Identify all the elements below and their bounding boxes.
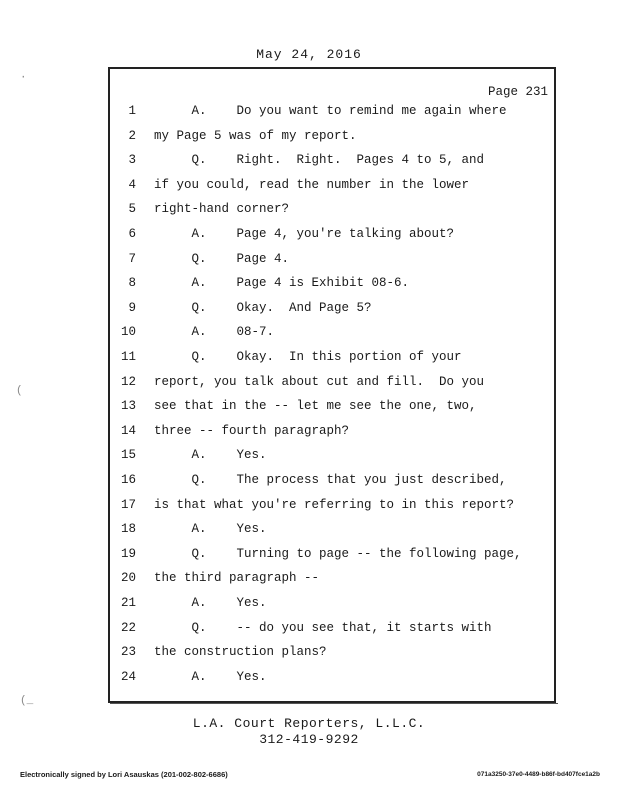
line-number: 15 <box>120 448 136 463</box>
transcript-line <box>108 375 556 393</box>
transcript-line <box>108 621 556 639</box>
scan-mark: · <box>20 72 27 84</box>
line-number: 13 <box>120 399 136 414</box>
line-text: A. Do you want to remind me again where <box>154 104 507 118</box>
transcript-line <box>108 227 556 245</box>
transcript-line <box>108 522 556 540</box>
electronic-signature: Electronically signed by Lori Asauskas (201-002-802-6686) <box>20 770 228 779</box>
line-text: Q. Okay. And Page 5? <box>154 300 372 315</box>
line-number: 21 <box>120 596 136 610</box>
transcript-line <box>108 424 556 442</box>
transcript-line <box>108 448 556 466</box>
line-text: is that what you're referring to in this report? <box>154 497 515 512</box>
line-number: 12 <box>120 374 136 389</box>
transcript-line <box>108 202 556 220</box>
line-text: the third paragraph -- <box>154 571 320 586</box>
line-number: 24 <box>120 669 136 684</box>
transcript-line <box>108 571 556 589</box>
transcript-line <box>108 547 556 565</box>
transcript-line <box>108 645 556 663</box>
line-number: 1 <box>128 104 136 118</box>
reporter-company: L.A. Court Reporters, L.L.C. <box>192 716 426 731</box>
line-text: the construction plans? <box>154 645 327 660</box>
transcript-line <box>108 399 556 417</box>
line-number: 9 <box>128 300 136 315</box>
line-number: 3 <box>128 153 136 168</box>
line-number: 8 <box>128 276 136 291</box>
line-number: 19 <box>120 546 136 561</box>
transcript-line <box>108 129 556 147</box>
line-number: 6 <box>128 227 136 241</box>
line-text: Q. -- do you see that, it starts with <box>154 620 492 635</box>
transcript-line <box>108 178 556 196</box>
transcript-line <box>108 325 556 343</box>
transcript-line <box>108 276 556 294</box>
transcript-line <box>108 350 556 368</box>
line-text: report, you talk about cut and fill. Do you <box>154 374 485 389</box>
line-number: 16 <box>120 473 136 487</box>
line-number: 22 <box>120 620 136 635</box>
footer <box>0 716 618 748</box>
line-text: Q. Right. Right. Pages 4 to 5, and <box>154 153 485 168</box>
line-text: A. Yes. <box>154 669 267 684</box>
line-number: 20 <box>120 571 136 586</box>
transcript-date: May 24, 2016 <box>256 47 362 62</box>
transcript-line <box>108 301 556 319</box>
transcript-line <box>108 153 556 171</box>
line-text: if you could, read the number in the lower <box>154 177 470 192</box>
scan-mark: ( <box>16 385 23 397</box>
line-text: A. Page 4, you're talking about? <box>154 227 455 241</box>
line-number: 7 <box>128 251 136 266</box>
line-number: 5 <box>128 202 136 217</box>
line-text: see that in the -- let me see the one, two, <box>154 399 477 414</box>
line-text: right-hand corner? <box>154 202 290 217</box>
reporter-phone: 312-419-9292 <box>259 732 359 747</box>
line-text: Q. Okay. In this portion of your <box>154 350 462 364</box>
line-number: 4 <box>128 177 136 192</box>
line-number: 11 <box>120 350 136 364</box>
line-text: A. Page 4 is Exhibit 08-6. <box>154 276 410 291</box>
line-number: 2 <box>128 128 136 143</box>
line-number: 23 <box>120 645 136 660</box>
page-number: Page 231 <box>487 85 548 99</box>
line-text: Q. The process that you just described, <box>154 473 507 487</box>
document-hash: 071a3250-37e0-4489-b86f-bd407fce1a2b <box>477 771 600 778</box>
transcript-line <box>108 252 556 270</box>
transcript-line <box>108 104 556 122</box>
transcript-line <box>108 473 556 491</box>
line-text: A. Yes. <box>154 596 267 610</box>
transcript-line <box>108 596 556 614</box>
line-text: A. Yes. <box>154 448 267 463</box>
scan-mark: (_ <box>20 695 34 707</box>
line-text: A. Yes. <box>154 522 267 537</box>
line-number: 10 <box>120 325 136 340</box>
frame-shadow-line <box>110 703 558 707</box>
line-number: 18 <box>120 522 136 537</box>
line-number: 14 <box>120 423 136 438</box>
line-text: three -- fourth paragraph? <box>154 423 350 438</box>
transcript-line <box>108 670 556 688</box>
transcript-line <box>108 498 556 516</box>
line-text: Q. Page 4. <box>154 251 290 266</box>
line-number: 17 <box>120 497 136 512</box>
line-text: A. 08-7. <box>154 325 275 340</box>
line-text: Q. Turning to page -- the following page, <box>154 546 522 561</box>
line-text: my Page 5 was of my report. <box>154 128 357 143</box>
